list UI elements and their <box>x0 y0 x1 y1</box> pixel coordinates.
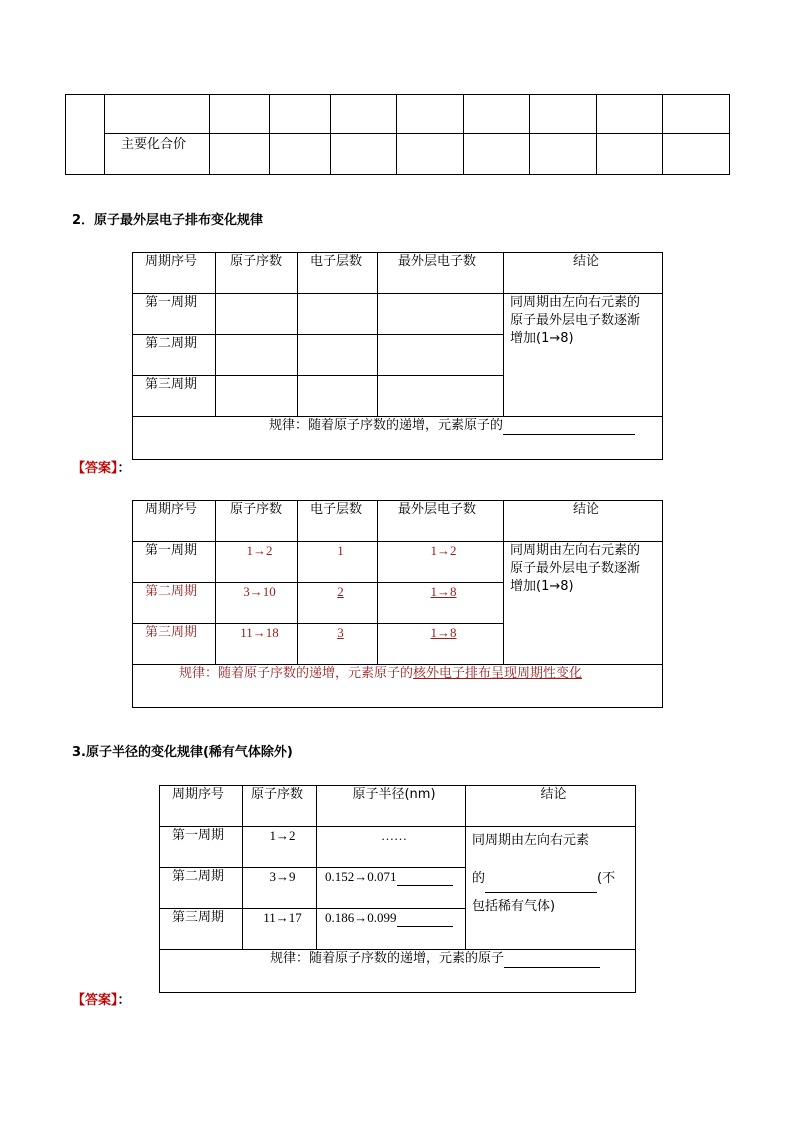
conclusion-line: 同周期由左向右元素 <box>472 833 590 848</box>
rule-row <box>133 417 663 460</box>
electron-layers-value: 1 <box>298 542 378 583</box>
conclusion-line: 同周期由左向右元素的 <box>510 295 641 310</box>
rule-text: 规律：随着原子序数的递增，元素原子的 <box>269 418 504 433</box>
rule-blank[interactable] <box>503 420 635 435</box>
row-period-3: 第三周期 <box>133 376 216 417</box>
conclusion-line: 增加(1→8) <box>510 331 574 346</box>
conclusion-line: 同周期由左向右元素的 <box>510 543 641 558</box>
outer-electrons-value: 1→8 <box>378 583 504 624</box>
header-outer-electrons: 最外层电子数 <box>378 253 504 294</box>
conclusion-line: 原子最外层电子数逐渐 <box>510 313 641 328</box>
row-period-1: 第一周期 <box>133 294 216 335</box>
row-period-2: 第二周期 <box>133 335 216 376</box>
answer-label-text: 【答案】 <box>72 461 118 476</box>
conclusion-cell <box>504 542 663 665</box>
row-period-3: 第三周期 <box>160 909 243 950</box>
header-electron-layers: 电子层数 <box>298 501 378 542</box>
conclusion-line: 的 (不 <box>472 865 635 893</box>
header-conclusion: 结论 <box>504 253 663 294</box>
radius-cell <box>317 909 466 950</box>
answer2-table <box>132 500 663 708</box>
header-period: 周期序号 <box>133 501 216 542</box>
row-period-3: 第三周期 <box>133 624 216 665</box>
header-electron-layers: 电子层数 <box>298 253 378 294</box>
header-period: 周期序号 <box>133 253 216 294</box>
header-atomic-number: 原子序数 <box>216 253 298 294</box>
outer-electrons-value: 1→2 <box>378 542 504 583</box>
atomic-range: 3→9 <box>243 868 317 909</box>
row-period-2: 第二周期 <box>133 583 216 624</box>
row-period-1: 第一周期 <box>160 827 243 868</box>
top-table-corner-cell <box>66 95 105 175</box>
conclusion-cell <box>504 294 663 417</box>
answer-label-colon: ： <box>117 461 131 476</box>
section2-heading: 2．原子最外层电子排布变化规律 <box>72 213 264 228</box>
conclusion-cell <box>466 827 636 950</box>
conclusion-line: 原子最外层电子数逐渐 <box>510 561 641 576</box>
radius-blank[interactable] <box>397 912 453 927</box>
answer-label-colon: ： <box>117 993 131 1008</box>
header-period: 周期序号 <box>160 786 243 827</box>
row-period-2: 第二周期 <box>160 868 243 909</box>
header-atomic-number: 原子序数 <box>216 501 298 542</box>
rule-blank[interactable] <box>504 953 600 968</box>
atomic-range: 1→2 <box>216 542 298 583</box>
atomic-range: 3→10 <box>216 583 298 624</box>
electron-layers-value: 3 <box>298 624 378 665</box>
header-conclusion: 结论 <box>504 501 663 542</box>
row-label-valence: 主要化合价 <box>105 134 210 175</box>
header-atomic-number: 原子序数 <box>243 786 317 827</box>
atomic-range: 11→17 <box>243 909 317 950</box>
radius-value: 0.152→0.071 <box>325 869 397 884</box>
top-table <box>65 94 730 175</box>
rule-text: 规律：随着原子序数的递增，元素的原子 <box>270 951 505 966</box>
radius-cell <box>317 868 466 909</box>
rule-row <box>160 950 636 993</box>
atomic-range: 1→2 <box>243 827 317 868</box>
atomic-range: 11→18 <box>216 624 298 665</box>
answer-label <box>72 992 131 1010</box>
section3-heading: 3.原子半径的变化规律(稀有气体除外) <box>72 745 293 760</box>
section3-table <box>159 785 636 993</box>
conclusion-line: 增加(1→8) <box>510 579 574 594</box>
section2-table <box>132 252 663 460</box>
outer-electrons-value: 1→8 <box>378 624 504 665</box>
row-period-1: 第一周期 <box>133 542 216 583</box>
header-outer-electrons: 最外层电子数 <box>378 501 504 542</box>
electron-layers-value: 2 <box>298 583 378 624</box>
radius-value: 0.186→0.099 <box>325 910 397 925</box>
answer-label-text: 【答案】 <box>72 993 118 1008</box>
rule-text: 规律：随着原子序数的递增，元素原子的 <box>179 666 414 681</box>
radius-blank[interactable] <box>397 871 453 886</box>
rule-answer: 核外电子排布呈现周期性变化 <box>413 666 583 681</box>
radius-value: …… <box>317 827 466 868</box>
rule-row <box>133 665 663 708</box>
header-atomic-radius: 原子半径(nm) <box>317 786 466 827</box>
conclusion-line: 包括稀有气体) <box>472 899 556 914</box>
answer-label <box>72 460 131 478</box>
header-conclusion: 结论 <box>466 786 636 827</box>
conclusion-blank[interactable] <box>485 878 597 893</box>
